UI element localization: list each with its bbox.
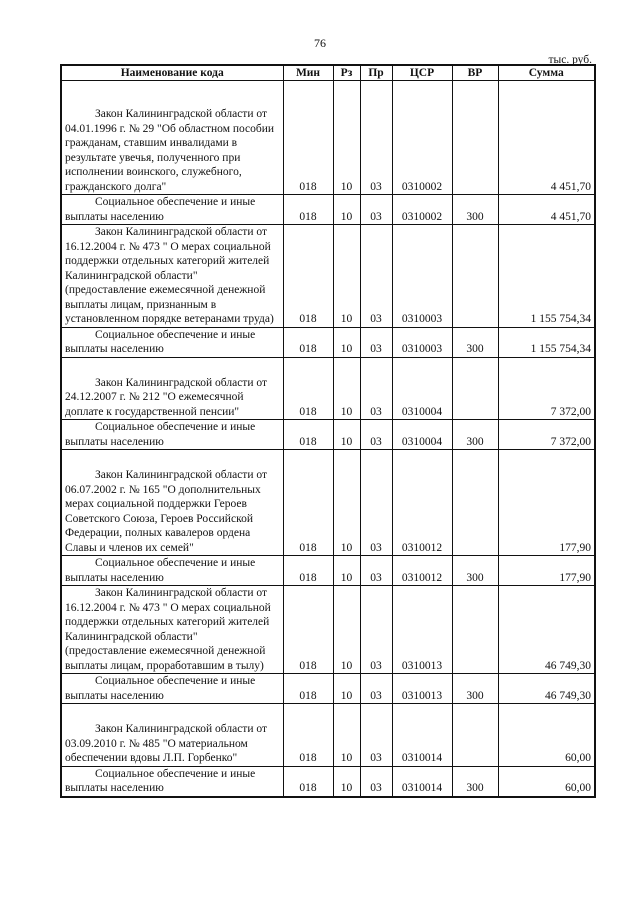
- row-sum-cell: 1 155 754,34: [498, 225, 595, 328]
- row-name-text: Закон Калининградской области от 16.12.2004 г. № 473 " О мерах социальной поддержки отдельных категорий жителей Калининградской области" (предоставление ежемесячной денежной выплаты лицам, проработавшим в тылу): [65, 587, 271, 672]
- row-name-cell: [61, 327, 283, 357]
- row-rz-cell: 10: [333, 420, 360, 450]
- law-row: [61, 225, 595, 328]
- row-sum-cell: 1 155 754,34: [498, 327, 595, 357]
- row-pr-cell: 03: [360, 556, 392, 586]
- row-rz-cell: 10: [333, 357, 360, 420]
- row-min-cell: 018: [283, 704, 333, 767]
- row-vr-cell: 300: [452, 674, 498, 704]
- subtotal-row: [61, 420, 595, 450]
- header-csr: ЦСР: [392, 65, 452, 81]
- row-name-cell: [61, 420, 283, 450]
- row-name-cell: [61, 357, 283, 420]
- row-sum-cell: 46 749,30: [498, 586, 595, 674]
- row-name-text: Закон Калининградской области от 03.09.2010 г. № 485 "О материальном обеспечении вдовы Л.П. Горбенко": [65, 723, 267, 764]
- row-csr-cell: 0310013: [392, 674, 452, 704]
- row-vr-cell: [452, 704, 498, 767]
- row-vr-cell: [452, 225, 498, 328]
- row-name-cell: [61, 556, 283, 586]
- row-min-cell: 018: [283, 327, 333, 357]
- row-name-cell: [61, 195, 283, 225]
- row-vr-cell: [452, 450, 498, 556]
- row-pr-cell: 03: [360, 704, 392, 767]
- row-name-text: Социальное обеспечение и иные выплаты населению: [65, 675, 256, 702]
- row-name-text: Закон Калининградской области от 06.07.2002 г. № 165 "О дополнительных мерах социальной поддержки Героев Советского Союза, Героев Российской Федерации, полных кавалеров ордена Славы и членов их семей": [65, 469, 267, 554]
- row-csr-cell: 0310002: [392, 195, 452, 225]
- subtotal-row: [61, 674, 595, 704]
- row-vr-cell: 300: [452, 766, 498, 797]
- header-sum: Сумма: [498, 65, 595, 81]
- table-header-row: [61, 65, 595, 81]
- row-name-text: Социальное обеспечение и иные выплаты населению: [65, 328, 256, 355]
- row-rz-cell: 10: [333, 674, 360, 704]
- row-name-text: Закон Калининградской области от 24.12.2007 г. № 212 "О ежемесячной доплате к государственной пенсии": [65, 376, 267, 418]
- row-rz-cell: 10: [333, 704, 360, 767]
- row-min-cell: 018: [283, 225, 333, 328]
- row-rz-cell: 10: [333, 450, 360, 556]
- header-min: Мин: [283, 65, 333, 81]
- row-name-text: Закон Калининградской области от 04.01.1996 г. № 29 "Об областном пособии гражданам, ставшим инвалидами в результате увечья, полученного при исполнении воинского, служебного, гражданского долга": [65, 108, 275, 193]
- row-name-text: Социальное обеспечение и иные выплаты населению: [65, 767, 256, 794]
- row-vr-cell: 300: [452, 556, 498, 586]
- row-min-cell: 018: [283, 420, 333, 450]
- row-csr-cell: 0310002: [392, 81, 452, 195]
- row-name-text: Социальное обеспечение и иные выплаты населению: [65, 557, 256, 584]
- row-rz-cell: 10: [333, 225, 360, 328]
- row-min-cell: 018: [283, 556, 333, 586]
- row-min-cell: 018: [283, 195, 333, 225]
- subtotal-row: [61, 766, 595, 797]
- row-csr-cell: 0310013: [392, 586, 452, 674]
- row-csr-cell: 0310003: [392, 225, 452, 328]
- row-name-cell: [61, 674, 283, 704]
- row-vr-cell: [452, 357, 498, 420]
- row-min-cell: 018: [283, 766, 333, 797]
- page-number: 76: [314, 36, 326, 50]
- row-sum-cell: 60,00: [498, 766, 595, 797]
- row-sum-cell: 46 749,30: [498, 674, 595, 704]
- row-pr-cell: 03: [360, 766, 392, 797]
- law-row: [61, 586, 595, 674]
- row-vr-cell: [452, 81, 498, 195]
- row-name-text: Социальное обеспечение и иные выплаты населению: [65, 421, 256, 448]
- row-min-cell: 018: [283, 586, 333, 674]
- row-csr-cell: 0310012: [392, 450, 452, 556]
- row-name-text: Социальное обеспечение и иные выплаты населению: [65, 196, 256, 223]
- row-rz-cell: 10: [333, 327, 360, 357]
- row-sum-cell: 4 451,70: [498, 195, 595, 225]
- table-body: [61, 81, 595, 797]
- row-min-cell: 018: [283, 674, 333, 704]
- row-sum-cell: 7 372,00: [498, 357, 595, 420]
- row-rz-cell: 10: [333, 81, 360, 195]
- row-name-cell: [61, 225, 283, 328]
- row-sum-cell: 60,00: [498, 704, 595, 767]
- row-sum-cell: 177,90: [498, 556, 595, 586]
- law-row: [61, 81, 595, 195]
- row-name-cell: [61, 766, 283, 797]
- row-pr-cell: 03: [360, 81, 392, 195]
- row-csr-cell: 0310004: [392, 357, 452, 420]
- row-name-cell: [61, 586, 283, 674]
- header-name: Наименование кода: [61, 65, 283, 81]
- row-sum-cell: 7 372,00: [498, 420, 595, 450]
- row-name-text: Закон Калининградской области от 16.12.2004 г. № 473 " О мерах социальной поддержки отдельных категорий жителей Калининградской области" (предоставление ежемесячной денежной выплаты лицам, признанным в установленном порядке ветеранами труда): [65, 226, 274, 325]
- row-csr-cell: 0310012: [392, 556, 452, 586]
- row-name-cell: [61, 450, 283, 556]
- row-csr-cell: 0310014: [392, 704, 452, 767]
- row-min-cell: 018: [283, 81, 333, 195]
- row-sum-cell: 4 451,70: [498, 81, 595, 195]
- row-vr-cell: 300: [452, 195, 498, 225]
- row-min-cell: 018: [283, 450, 333, 556]
- row-vr-cell: 300: [452, 420, 498, 450]
- row-csr-cell: 0310004: [392, 420, 452, 450]
- row-rz-cell: 10: [333, 556, 360, 586]
- law-row: [61, 357, 595, 420]
- subtotal-row: [61, 195, 595, 225]
- row-pr-cell: 03: [360, 327, 392, 357]
- row-pr-cell: 03: [360, 450, 392, 556]
- subtotal-row: [61, 327, 595, 357]
- row-sum-cell: 177,90: [498, 450, 595, 556]
- subtotal-row: [61, 556, 595, 586]
- header-vr: ВР: [452, 65, 498, 81]
- row-rz-cell: 10: [333, 195, 360, 225]
- header-pr: Пр: [360, 65, 392, 81]
- header-rz: Рз: [333, 65, 360, 81]
- units-label: тыс. руб.: [548, 54, 592, 66]
- law-row: [61, 704, 595, 767]
- budget-table: [60, 64, 596, 798]
- law-row: [61, 450, 595, 556]
- row-rz-cell: 10: [333, 586, 360, 674]
- row-pr-cell: 03: [360, 586, 392, 674]
- row-csr-cell: 0310014: [392, 766, 452, 797]
- row-pr-cell: 03: [360, 674, 392, 704]
- row-pr-cell: 03: [360, 357, 392, 420]
- row-rz-cell: 10: [333, 766, 360, 797]
- row-pr-cell: 03: [360, 225, 392, 328]
- row-pr-cell: 03: [360, 420, 392, 450]
- row-pr-cell: 03: [360, 195, 392, 225]
- row-min-cell: 018: [283, 357, 333, 420]
- row-vr-cell: [452, 586, 498, 674]
- row-name-cell: [61, 704, 283, 767]
- row-vr-cell: 300: [452, 327, 498, 357]
- row-csr-cell: 0310003: [392, 327, 452, 357]
- row-name-cell: [61, 81, 283, 195]
